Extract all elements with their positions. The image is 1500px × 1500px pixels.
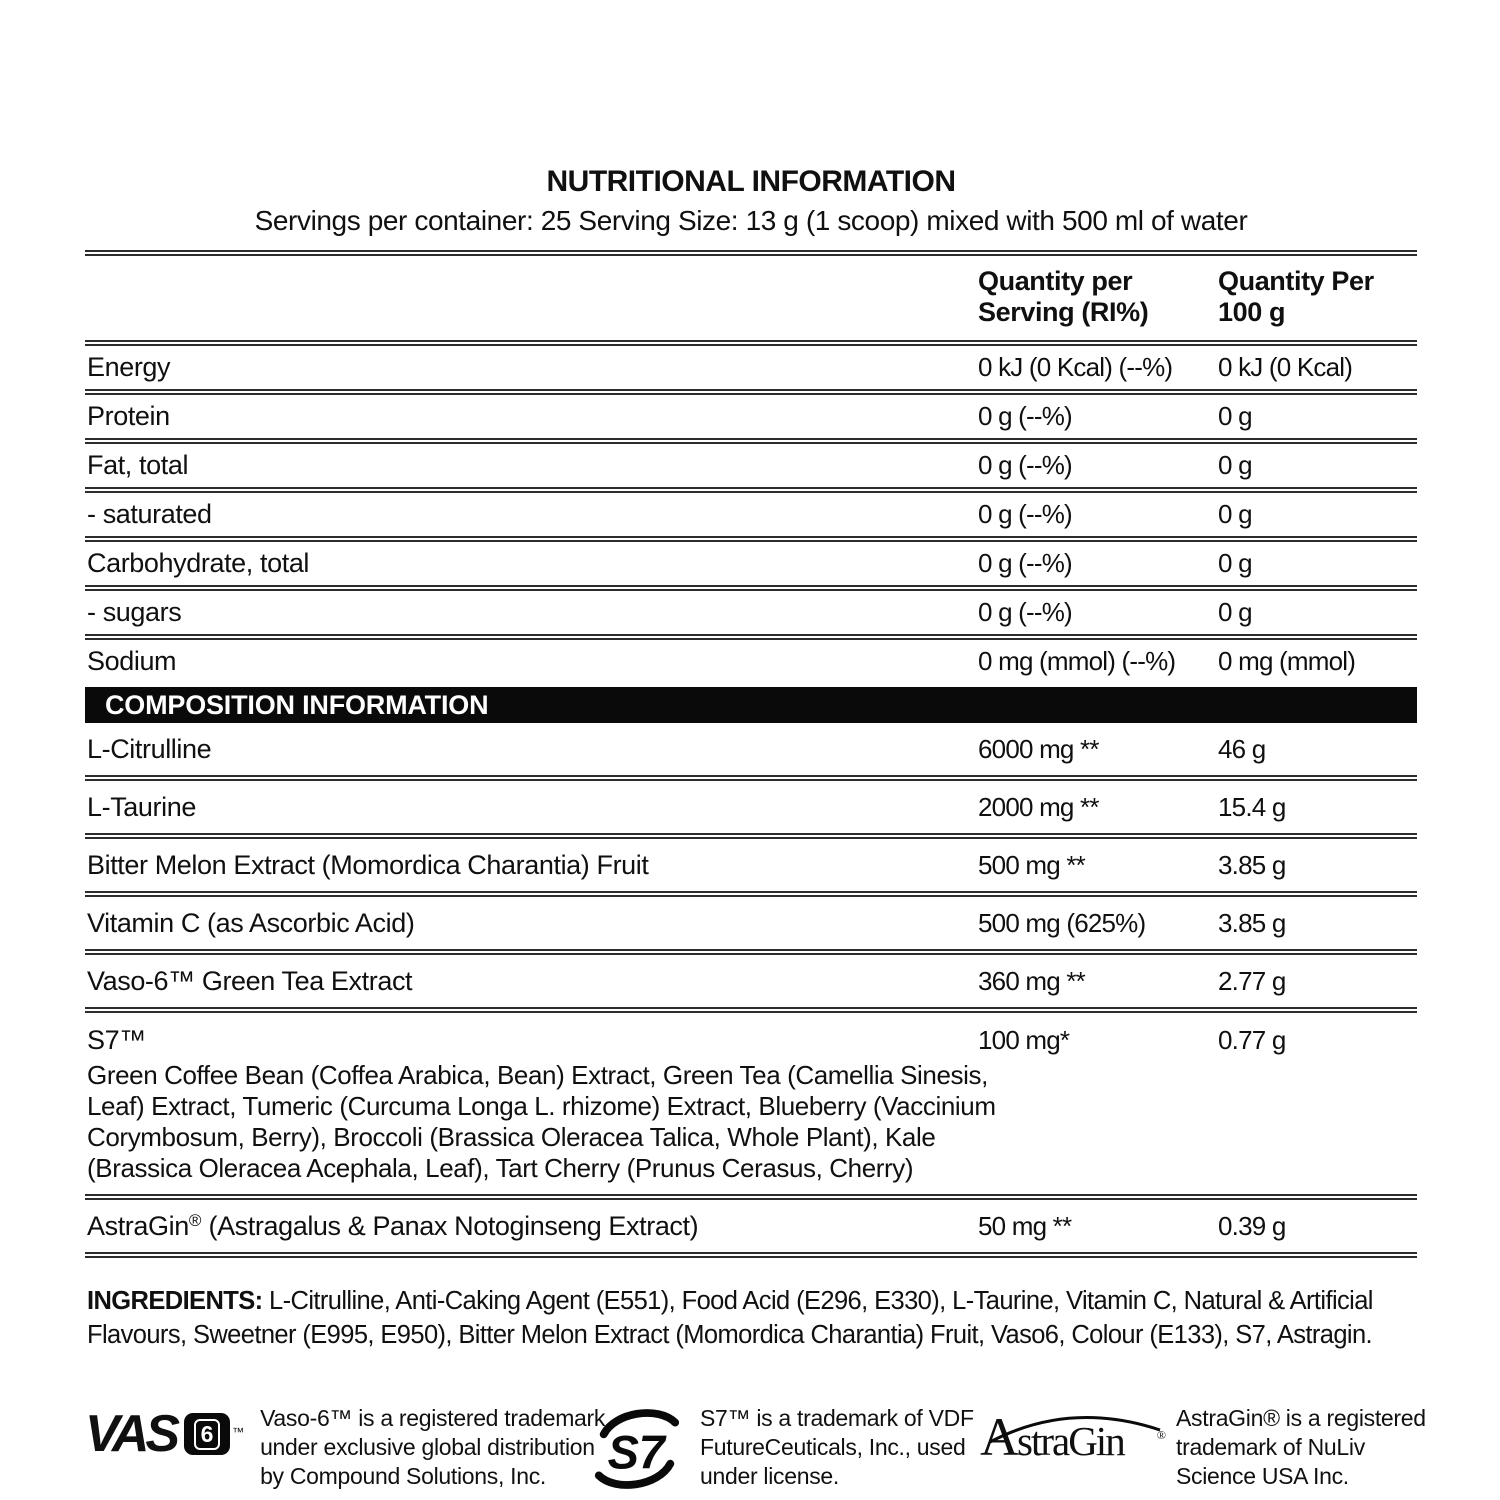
astragin-logo: AstraGin ® xyxy=(980,1414,1162,1464)
registered-mark: ® xyxy=(1156,1428,1166,1442)
page-title: NUTRITIONAL INFORMATION xyxy=(546,165,956,198)
vaso6-trademark-block xyxy=(85,1404,606,1491)
astragin-trademark-text: AstraGin® is a registered trademark of NuLiv Science USA Inc. xyxy=(1176,1405,1426,1489)
ingredients-list: L-Citrulline, Anti-Caking Agent (E551), Food Acid (E296, E330), L-Taurine, Vitamin C, Natural & Artificial Flavours, Sweetner (E995, E950), Bitter Melon Extract (Momordica Charantia) Fruit, Vaso6, Colour (E133), S7, Astragin. xyxy=(87,1287,1373,1349)
table-header-row xyxy=(85,256,1417,340)
table-row-vitamin-c: Vitamin C (as Ascorbic Acid) 500 mg (625%) 3.85 g xyxy=(87,907,1286,938)
s7-ingredient-blend: Green Coffee Bean (Coffea Arabica, Bean) Extract, Green Tea (Camellia Sinesis, Leaf) Extract, Tumeric (Curcuma Longa L. rhizome) Extract, Blueberry (Vaccinium Corymbosum, Berry), Broccoli (Brassica Oleracea Talica, Whole Plant), Kale (Brassica Oleracea Acephala, Leaf), Tart Cherry (Prunus Cerasus, Cherry) xyxy=(87,1060,996,1183)
label-content xyxy=(85,165,1426,1492)
trademark-footer xyxy=(85,1404,1426,1492)
divider-rule xyxy=(85,1252,1417,1258)
vaso6-logo-digit-box: 6 xyxy=(184,1413,230,1455)
column-header-per-serving: Quantity per Serving (RI%) xyxy=(978,266,1149,327)
table-row-s7: S7™ 100 mg* 0.77 g Green Coffee Bean (Coffea Arabica, Bean) Extract, Green Tea (Camellia Sinesis, Leaf) Extract, Tumeric (Curcuma Longa L. rhizome) Extract, Blueberry (Vaccinium Corymbosum, Berry), Broccoli (Brassica Oleracea Talica, Whole Plant), Kale (Brassica Oleracea Acephala, Leaf), Tart Cherry (Prunus Cerasus, Cherry) xyxy=(85,1013,1417,1194)
table-row-l-taurine: L-Taurine 2000 mg ** 15.4 g xyxy=(87,791,1286,822)
serving-info: Servings per container: 25 Serving Size: 13 g (1 scoop) mixed with 500 ml of water xyxy=(254,205,1248,236)
s7-trademark-text: S7™ is a trademark of VDF FutureCeuticals, Inc., used under license. xyxy=(700,1405,974,1489)
ingredients-paragraph xyxy=(85,1284,1417,1352)
ingredients-heading: INGREDIENTS: xyxy=(87,1287,263,1315)
astragin-logo-swoosh xyxy=(982,1402,1166,1448)
table-row-protein: Protein 0 g (--%) 0 g xyxy=(87,401,1252,431)
table-row-vaso6-green-tea: Vaso-6™ Green Tea Extract 360 mg ** 2.77 g xyxy=(87,965,1286,996)
astragin-trademark-block xyxy=(980,1404,1426,1491)
table-row-carbohydrate: Carbohydrate, total 0 g (--%) 0 g xyxy=(87,548,1252,578)
table-row-astragin: AstraGin® (Astragalus & Panax Notoginseng Extract) 50 mg ** 0.39 g xyxy=(87,1210,1286,1241)
table-row-bitter-melon: Bitter Melon Extract (Momordica Charantia) Fruit 500 mg ** 3.85 g xyxy=(87,849,1286,880)
table-row-sugars: - sugars 0 g (--%) 0 g xyxy=(87,597,1252,627)
column-header-per-100g: Quantity Per 100 g xyxy=(1218,266,1374,327)
table-row-energy: Energy 0 kJ (0 Kcal) (--%) 0 kJ (0 Kcal) xyxy=(87,352,1353,382)
s7-logo xyxy=(590,1406,684,1492)
table-row-l-citrulline: L-Citrulline 6000 mg ** 46 g xyxy=(87,733,1266,764)
astragin-label: AstraGin® (Astragalus & Panax Notoginseng Extract) xyxy=(87,1210,699,1241)
composition-section-header: COMPOSITION INFORMATION xyxy=(85,687,1417,723)
vaso6-logo: VAS 6 ™ xyxy=(85,1405,245,1463)
table-row-sodium: Sodium 0 mg (mmol) (--%) 0 mg (mmol) xyxy=(87,646,1356,676)
svg-text:S7: S7 xyxy=(607,1425,665,1479)
s7-trademark-block xyxy=(590,1404,980,1492)
table-row-saturated: - saturated 0 g (--%) 0 g xyxy=(87,499,1252,529)
vaso6-trademark-text: Vaso-6™ is a registered trademark under exclusive global distribution by Compound Solutions, Inc. xyxy=(260,1405,606,1489)
s7-label: S7™ xyxy=(87,1025,146,1055)
registered-mark: ® xyxy=(188,1210,202,1230)
table-row-fat-total: Fat, total 0 g (--%) 0 g xyxy=(87,450,1252,480)
trademark-symbol: ™ xyxy=(232,1425,245,1439)
